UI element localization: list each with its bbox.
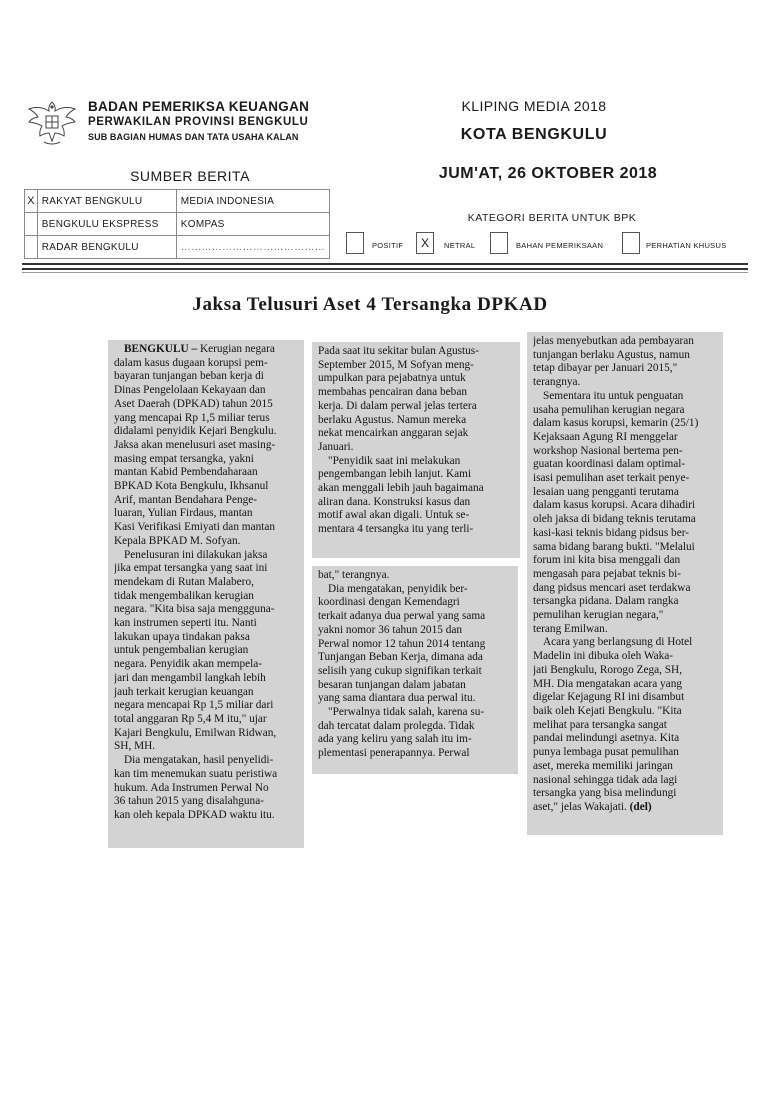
author-signature: (del) <box>629 800 652 813</box>
article-line: bayaran tunjangan beban kerja di <box>114 370 264 383</box>
article-line: jika empat tersangka yang saat ini <box>114 562 268 575</box>
article-line: masing empat tersangka, yakni <box>114 452 254 465</box>
article-line: "Perwalnya tidak salah, karena su- <box>328 706 485 719</box>
article-line: kan oleh kepala DPKAD waktu itu. <box>114 808 275 821</box>
article-line: dang pidsus mencari aset terdakwa <box>533 581 691 594</box>
article-line: terang Emilwan. <box>533 622 608 635</box>
source-name: KOMPAS <box>176 213 329 236</box>
category-checkbox-perhatian <box>622 232 640 254</box>
article-line: total anggaran Rp 5,4 M itu," ujar <box>114 712 267 725</box>
kliping-title: KLIPING MEDIA 2018 <box>461 98 607 114</box>
source-name: RAKYAT BENGKULU <box>37 190 176 213</box>
source-table <box>24 189 330 259</box>
article-line: Kajari Bengkulu, Emilwan Ridwan, <box>114 726 277 739</box>
article-line: 36 tahun 2015 yang disalahguna- <box>114 795 264 808</box>
article-column-2 <box>312 342 520 558</box>
category-checkbox-positif <box>346 232 364 254</box>
article-line: Perwal nomor 12 tahun 2014 tentang <box>318 637 486 650</box>
source-checkbox: X <box>25 190 38 213</box>
article-line: jari dan mengambil langkah lebih <box>114 671 266 684</box>
article-line: Penelusuran ini dilakukan jaksa <box>124 548 268 561</box>
source-row <box>25 190 330 213</box>
source-name: BENGKULU EKSPRESS <box>37 213 176 236</box>
org-name: BADAN PEMERIKSA KEUANGAN <box>88 99 310 114</box>
source-row <box>25 236 330 259</box>
article-column-3 <box>312 566 518 774</box>
article-line: mendekam di Rutan Malabero, <box>114 575 254 588</box>
article-line: lesaian uang pengganti terutama <box>533 485 679 498</box>
article-line: terkait adanya dua perwal yang sama <box>318 610 486 623</box>
article-line: mentara 4 tersangka itu yang terli- <box>318 523 474 536</box>
article-line: lakukan upaya tindakan paksa <box>114 630 250 643</box>
article-line: Acara yang berlangsung di Hotel <box>543 636 693 649</box>
article-line: baik oleh Kejati Bengkulu. "Kita <box>533 704 682 717</box>
article-line: dalam kasus dugaan korupsi pem- <box>114 356 268 369</box>
article-line: kasi-kasi teknis bidang pidsus ber- <box>533 526 690 539</box>
header-rule <box>22 268 748 270</box>
source-name: RADAR BENGKULU <box>37 236 176 259</box>
article-line: umpulkan para pejabatnya untuk <box>318 372 466 385</box>
article-line: Kepala BPKAD M. Sofyan. <box>114 534 241 547</box>
category-label: NETRAL <box>444 241 476 250</box>
article-line: Aset Daerah (DPKAD) tahun 2015 <box>114 397 273 410</box>
article-line: luaran, Yulian Firdaus, mantan <box>114 507 253 520</box>
article-line: guatan koordinasi dalam optimal- <box>533 458 686 471</box>
article-line: mantan Kabid Pembendaharaan <box>114 466 258 479</box>
article-line: BENGKULU – Kerugian negara <box>124 343 275 355</box>
category-label: BAHAN PEMERIKSAAN <box>516 241 604 250</box>
article-line: akan menggali lebih jauh bagaimana <box>318 482 484 495</box>
dateline: BENGKULU – <box>124 343 198 355</box>
article-line: membahas pencairan dana beban <box>318 386 467 399</box>
article-line: sama bidang barang bukti. "Melalui <box>533 540 695 553</box>
source-row <box>25 213 330 236</box>
article-line: plementasi penerapannya. Perwal <box>318 747 470 760</box>
article-line: digelar Kejagung RI ini disambut <box>533 691 685 704</box>
article-line: aset, mereka memiliki jaringan <box>533 759 673 772</box>
category-label: POSITIF <box>372 241 404 250</box>
source-name-blank: …………………………………… <box>176 236 329 259</box>
article-line: dalam kasus korupsi. Acara dihadiri <box>533 499 696 512</box>
article-line: berlaku Agustus. Namun mereka <box>318 413 467 426</box>
org-branch: PERWAKILAN PROVINSI BENGKULU <box>88 116 309 128</box>
article-line: negara mencapai Rp 1,5 miliar dari <box>114 699 274 712</box>
article-line: Madelin ini dibuka oleh Waka- <box>533 650 674 663</box>
article-line: aset," jelas Wakajati. (del) <box>533 800 652 813</box>
article-line: dah tercatat dalam prolegda. Tidak <box>318 719 475 732</box>
article-line: Kasi Verifikasi Emiyati dan mantan <box>114 521 276 534</box>
article-line: yang mencapai Rp 1,5 miliar terus <box>114 411 270 424</box>
article-line: "Penyidik saat ini melakukan <box>328 454 461 467</box>
header-rule <box>22 272 748 273</box>
article-line: pemulihan kerugian negara," <box>533 609 664 622</box>
category-checkbox-netral: X <box>416 232 434 254</box>
article-line: tetap dibayar per Januari 2015," <box>533 362 678 375</box>
article-line: Jaksa akan menelusuri aset masing- <box>114 438 276 451</box>
article-line: tunjangan berlaku Agustus, namun <box>533 348 690 361</box>
article-line: Tunjangan Beban Kerja, dimana ada <box>318 651 483 664</box>
category-title: KATEGORI BERITA UNTUK BPK <box>467 212 637 224</box>
source-title: SUMBER BERITA <box>130 168 250 184</box>
article-line: tidak mengembalikan kerugian <box>114 589 254 602</box>
article-line: jelas menyebutkan ada pembayaran <box>533 335 694 347</box>
article-line: workshop Nasional bertema pen- <box>533 444 683 457</box>
article-line: Dia mengatakan, penyidik ber- <box>328 582 468 595</box>
article-line: terangnya. <box>533 376 581 389</box>
article-column-1 <box>108 340 304 848</box>
article-line: Dia mengatakan, hasil penyelidi- <box>124 754 274 767</box>
article-line: tersangka pidana. Dalam rangka <box>533 595 679 608</box>
article-line: selisih yang cukup signifikan terkait <box>318 664 482 677</box>
article-line: Kejaksaan Agung RI menggelar <box>533 430 678 443</box>
article-line: oleh jaksa di bidang teknis terutama <box>533 513 696 526</box>
article-line: kan tim menemukan suatu peristiwa <box>114 767 278 780</box>
article-line: Arif, mantan Bendahara Penge- <box>114 493 258 506</box>
publication-date: JUM'AT, 26 OKTOBER 2018 <box>438 165 658 182</box>
article-line: yang sama diantara dua perwal itu. <box>318 692 476 705</box>
article-line: aliran dana. Konstruksi kasus dan <box>318 495 471 508</box>
article-line: koordinasi dengan Kemendagri <box>318 596 460 609</box>
article-line: Dinas Pengelolaan Kekayaan dan <box>114 384 266 397</box>
article-line: September 2015, M Sofyan meng- <box>318 358 474 371</box>
article-line: jauh terkait kerugian keuangan <box>114 685 254 698</box>
article-column-4 <box>527 332 723 835</box>
article-line: mengasah para pejabat teknis bi- <box>533 567 682 580</box>
category-checkbox-bahan <box>490 232 508 254</box>
city-title: KOTA BENGKULU <box>460 126 608 143</box>
source-checkbox <box>25 213 38 236</box>
article-line: tersangka yang bisa melindungi <box>533 787 677 800</box>
article-headline: Jaksa Telusuri Aset 4 Tersangka DPKAD <box>192 294 548 315</box>
article-line: nekat mencairkan anggaran sejak <box>318 427 469 440</box>
article-line: Januari. <box>318 440 354 453</box>
article-line: MH. Dia mengatakan acara yang <box>533 677 682 690</box>
article-line: ada yang keliru yang salah itu im- <box>318 733 472 746</box>
category-label: PERHATIAN KHUSUS <box>646 241 727 250</box>
source-name: MEDIA INDONESIA <box>176 190 329 213</box>
org-division: SUB BAGIAN HUMAS DAN TATA USAHA KALAN <box>88 132 299 142</box>
article-line: dalam kasus korupsi, kemarin (25/1) <box>533 417 699 430</box>
article-line: didalami penyidik Kejari Bengkulu. <box>114 425 277 438</box>
article-line: pandai melindungi asetnya. Kita <box>533 732 680 745</box>
article-line: hukum. Ada Instrumen Perwal No <box>114 781 269 794</box>
article-line: melihat para tersangka sangat <box>533 718 667 731</box>
article-line: kan instrumen seperti itu. Nanti <box>114 617 257 630</box>
article-line: usaha pemulihan kerugian negara <box>533 403 685 416</box>
article-line: punya lembaga pusat pemulihan <box>533 746 679 759</box>
category-options <box>346 232 736 256</box>
source-checkbox <box>25 236 38 259</box>
article-line: yakni nomor 36 tahun 2015 dan <box>318 623 463 636</box>
article-line: nasional sehingga tidak ada lagi <box>533 773 678 786</box>
article-line: negara. "Kita bisa saja menggguna- <box>114 603 275 616</box>
article-line: bat," terangnya. <box>318 569 390 581</box>
article-line: isasi pemulihan aset terkait penye- <box>533 472 690 485</box>
article-line: Sementara itu untuk penguatan <box>543 389 684 402</box>
bpk-garuda-logo <box>24 94 80 150</box>
article-line: BPKAD Kota Bengkulu, Ikhsanul <box>114 480 269 493</box>
article-line: jati Bengkulu, Rorogo Zega, SH, <box>533 663 683 676</box>
article-line: untuk pengembalian kerugian <box>114 644 249 657</box>
article-line: pengembangan lebih lanjut. Kami <box>318 468 472 481</box>
article-line: forum ini kita bisa menggali dan <box>533 554 681 567</box>
article-line: SH, MH. <box>114 740 156 753</box>
header-rule <box>22 263 748 265</box>
article-line: besaran tunjangan dalam jabatan <box>318 678 466 691</box>
article-line: Pada saat itu sekitar bulan Agustus- <box>318 345 479 357</box>
article-line: motif awal akan digali. Untuk se- <box>318 509 470 522</box>
article-line: kerja. Di dalam perwal jelas tertera <box>318 399 477 412</box>
article-line: negara. Penyidik akan mempela- <box>114 658 263 671</box>
